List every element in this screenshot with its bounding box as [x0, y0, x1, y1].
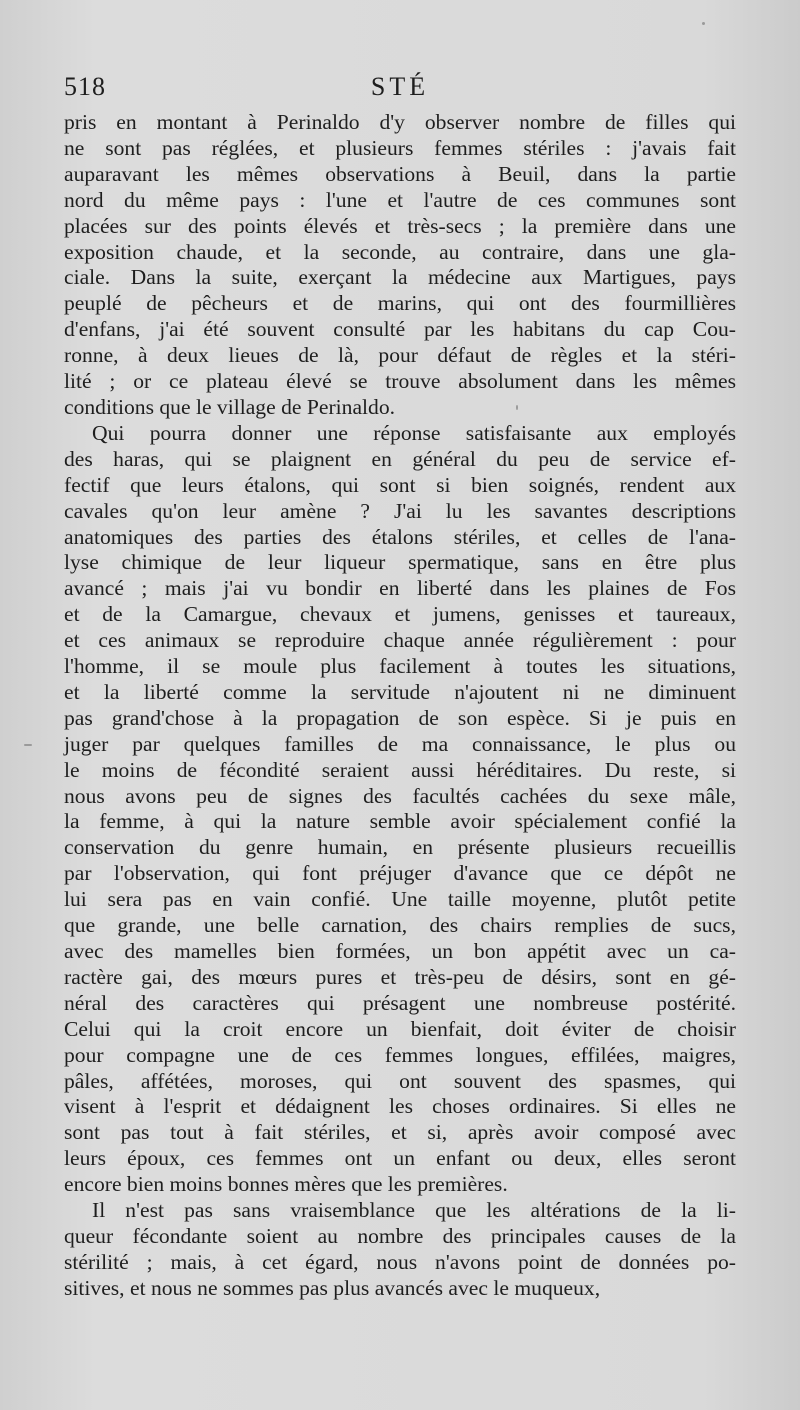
page-number: 518: [64, 72, 106, 101]
text-line: l'homme, il se moule plus facilement à toutes les situations,: [64, 654, 736, 679]
text-line: juger par quelques familles de ma connaissance, le plus ou: [64, 731, 736, 756]
text-line: nous avons peu de signes des facultés cachées du sexe mâle,: [64, 783, 736, 808]
text-line: la femme, à qui la nature semble avoir spécialement confié la: [64, 809, 736, 834]
text-line: pas grand'chose à la propagation de son espèce. Si je puis en: [64, 705, 736, 730]
page-header: [64, 72, 736, 108]
body-text: [64, 110, 736, 1302]
text-line: anatomiques des parties des étalons stériles, et celles de l'ana-: [64, 524, 736, 549]
text-line: lui sera pas en vain confié. Une taille moyenne, plutôt petite: [64, 887, 736, 912]
text-line: par l'observation, qui font préjuger d'avance que ce dépôt ne: [64, 861, 736, 886]
text-line: peuplé de pêcheurs et de marins, qui ont des fourmillières: [64, 291, 736, 316]
text-line: lyse chimique de leur liqueur spermatique, sans en être plus: [64, 550, 736, 575]
text-line: d'enfans, j'ai été souvent consulté par les habitans du cap Cou-: [64, 317, 736, 342]
paper-speck: [702, 22, 705, 25]
text-line: que grande, une belle carnation, des chairs remplies de sucs,: [64, 913, 736, 938]
text-line: le moins de fécondité seraient aussi héréditaires. Du reste, si: [64, 757, 736, 782]
text-line: ciale. Dans la suite, exerçant la médecine aux Martigues, pays: [64, 265, 736, 290]
text-line: encore bien moins bonnes mères que les premières.: [64, 1172, 508, 1197]
paragraph: [64, 1198, 736, 1302]
paper-speck: [516, 405, 518, 410]
text-line: fectif que leurs étalons, qui sont si bien soignés, rendent aux: [64, 472, 736, 497]
text-line: ronne, à deux lieues de là, pour défaut de règles et la stéri-: [64, 343, 736, 368]
paper-speck: [24, 744, 32, 746]
text-line: Qui pourra donner une réponse satisfaisante aux employés: [92, 420, 736, 445]
text-line: sont pas tout à fait stériles, et si, après avoir composé avec: [64, 1120, 736, 1145]
paragraph: [64, 110, 736, 421]
paragraph: [64, 421, 736, 1198]
text-line: pris en montant à Perinaldo d'y observer nombre de filles qui: [64, 110, 736, 134]
text-line: nord du même pays : l'une et l'autre de ces communes sont: [64, 187, 736, 212]
text-line: queur fécondante soient au nombre des principales causes de la: [64, 1223, 736, 1248]
text-line: lité ; or ce plateau élevé se trouve absolument dans les mêmes: [64, 369, 736, 394]
text-line: avancé ; mais j'ai vu bondir en liberté dans les plaines de Fos: [64, 576, 736, 601]
text-line: exposition chaude, et la seconde, au contraire, dans une gla-: [64, 239, 736, 264]
text-line: Celui qui la croit encore un bienfait, doit éviter de choisir: [64, 1016, 736, 1041]
text-line: conditions que le village de Perinaldo.: [64, 394, 396, 419]
text-line: stérilité ; mais, à cet égard, nous n'avons point de données po-: [64, 1249, 736, 1274]
text-line: Il n'est pas sans vraisemblance que les altérations de la li-: [92, 1198, 736, 1223]
text-line: sitives, et nous ne sommes pas plus avancés avec le muqueux,: [64, 1275, 601, 1300]
text-line: et ces animaux se reproduire chaque année régulièrement : pour: [64, 628, 736, 653]
text-line: et la liberté comme la servitude n'ajoutent ni ne diminuent: [64, 679, 736, 704]
text-line: conservation du genre humain, en présente plusieurs recueillis: [64, 835, 736, 860]
text-line: néral des caractères qui présagent une nombreuse postérité.: [64, 990, 736, 1015]
text-line: ractère gai, des mœurs pures et très-peu de désirs, sont en gé-: [64, 964, 736, 989]
text-line: ne sont pas réglées, et plusieurs femmes stériles : j'avais fait: [64, 135, 736, 160]
running-head: STÉ: [370, 72, 430, 101]
text-line: des haras, qui se plaignent en général du peu de service ef-: [64, 446, 736, 471]
text-line: visent à l'esprit et dédaignent les choses ordinaires. Si elles ne: [64, 1094, 736, 1119]
text-line: placées sur des points élevés et très-secs ; la première dans une: [64, 213, 736, 238]
text-line: et de la Camargue, chevaux et jumens, genisses et taureaux,: [64, 602, 736, 627]
text-line: pour compagne une de ces femmes longues, effilées, maigres,: [64, 1042, 736, 1067]
text-line: cavales qu'on leur amène ? J'ai lu les savantes descriptions: [64, 498, 736, 523]
text-line: leurs époux, ces femmes ont un enfant ou deux, elles seront: [64, 1146, 736, 1171]
text-line: avec des mamelles bien formées, un bon appétit avec un ca-: [64, 939, 736, 963]
text-line: pâles, affétées, moroses, qui ont souvent des spasmes, qui: [64, 1068, 736, 1093]
text-line: auparavant les mêmes observations à Beuil, dans la partie: [64, 161, 736, 186]
